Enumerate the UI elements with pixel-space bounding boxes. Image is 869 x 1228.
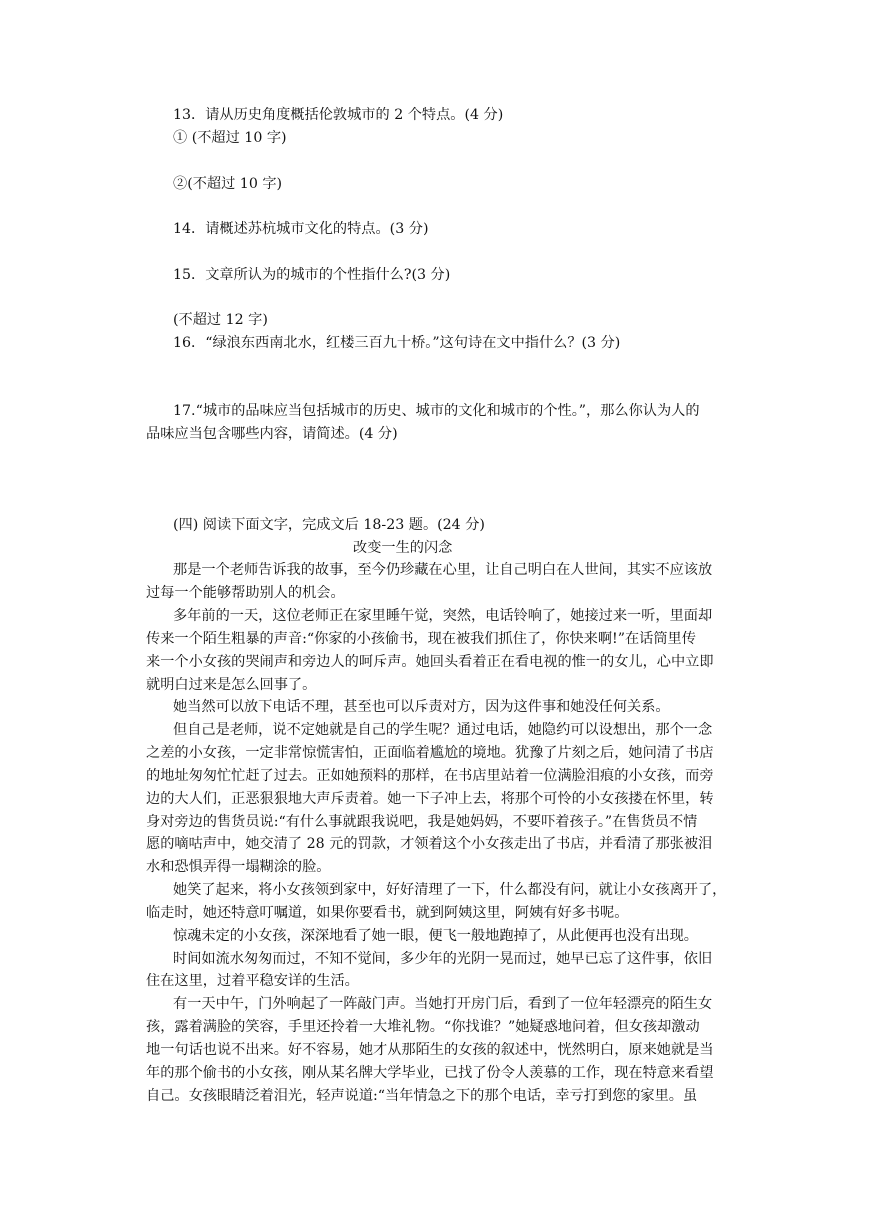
passage-line: 地一句话也说不出来。好不容易，她才从那陌生的女孩的叙述中，恍然明白，原来她就是当 (146, 1042, 714, 1058)
passage-line: 水和恐惧弄得一塌糊涂的脸。 (146, 859, 331, 875)
passage-line: 愿的嘀咕声中，她交清了 28 元的罚款，才领着这个小女孩走出了书店，并看清了那张被泪 (146, 836, 713, 852)
question-13-answer-1: ① (不超过 10 字) (173, 130, 287, 146)
question-16: 16．“绿浪东西南北水，红楼三百九十桥。”这句诗在文中指什么？(3 分) (173, 335, 621, 351)
passage-line: 但自己是老师，说不定她就是自己的学生呢？通过电话，她隐约可以设想出，那个一念 (173, 722, 713, 738)
passage-line: 有一天中午，门外响起了一阵敲门声。当她打开房门后，看到了一位年轻漂亮的陌生女 (173, 996, 713, 1012)
passage-line: 那是一个老师告诉我的故事，至今仍珍藏在心里，让自己明白在人世间，其实不应该放 (173, 562, 713, 578)
passage-line: 她当然可以放下电话不理，甚至也可以斥责对方，因为这件事和她没任何关系。 (173, 699, 670, 715)
passage-title: 改变一生的闪念 (353, 540, 453, 556)
passage-line: 年的那个偷书的小女孩，刚从某名牌大学毕业，已找了份令人羡慕的工作，现在特意来看望 (146, 1065, 714, 1081)
question-17-line-1: 17.“城市的品味应当包括城市的历史、城市的文化和城市的个性。”，那么你认为人的 (173, 403, 700, 419)
passage-line: 多年前的一天，这位老师正在家里睡午觉，突然，电话铃响了，她接过来一听，里面却 (173, 608, 713, 624)
passage-line: 之差的小女孩，一定非常惊慌害怕，正面临着尴尬的境地。犹豫了片刻之后，她问清了书店 (146, 745, 714, 761)
passage-line: 自己。女孩眼睛泛着泪光，轻声说道:“当年情急之下的那个电话，幸亏打到您的家里。虽 (146, 1088, 698, 1104)
question-14: 14．请概述苏杭城市文化的特点。(3 分) (173, 221, 429, 237)
question-15: 15．文章所认为的城市的个性指什么?(3 分) (173, 267, 451, 283)
question-13-answer-2: ②(不超过 10 字) (173, 176, 283, 192)
passage-line: 的地址匆匆忙忙赶了过去。正如她预料的那样，在书店里站着一位满脸泪痕的小女孩，而旁 (146, 768, 714, 784)
passage-line: 传来一个陌生粗暴的声音:“你家的小孩偷书，现在被我们抓住了，你快来啊!”在话筒里传 (146, 631, 696, 647)
passage-line: 身对旁边的售货员说:“有什么事就跟我说吧，我是她妈妈，不要吓着孩子。”在售货员不情 (146, 814, 698, 830)
passage-line: 就明白过来是怎么回事了。 (146, 677, 317, 693)
passage-line: 过每一个能够帮助别人的机会。 (146, 585, 345, 601)
passage-line: 时间如流水匆匆而过，不知不觉间，多少年的光阴一晃而过，她早已忘了这件事，依旧 (173, 951, 713, 967)
passage-line: 来一个小女孩的哭闹声和旁边人的呵斥声。她回头看着正在看电视的惟一的女儿，心中立即 (146, 654, 714, 670)
passage-line: 她笑了起来，将小女孩领到家中，好好清理了一下，什么都没有问，就让小女孩离开了， (173, 882, 727, 898)
section-heading: (四) 阅读下面文字，完成文后 18-23 题。(24 分) (173, 517, 485, 533)
question-13: 13．请从历史角度概括伦敦城市的 2 个特点。(4 分) (173, 107, 504, 123)
passage-line: 住在这里，过着平稳安详的生活。 (146, 973, 359, 989)
passage-line: 孩，露着满脸的笑容，手里还拎着一大堆礼物。“你找谁？”她疑惑地问着，但女孩却激动 (146, 1019, 700, 1035)
question-17-line-2: 品味应当包含哪些内容，请简述。(4 分) (146, 426, 398, 442)
passage-line: 惊魂未定的小女孩，深深地看了她一眼，便飞一般地跑掉了，从此便再也没有出现。 (173, 928, 698, 944)
question-15-note: (不超过 12 字) (173, 312, 268, 328)
passage-line: 临走时，她还特意叮嘱道，如果你要看书，就到阿姨这里，阿姨有好多书呢。 (146, 905, 629, 921)
passage-line: 边的大人们，正恶狠狠地大声斥责着。她一下子冲上去，将那个可怜的小女孩搂在怀里，转 (146, 791, 714, 807)
